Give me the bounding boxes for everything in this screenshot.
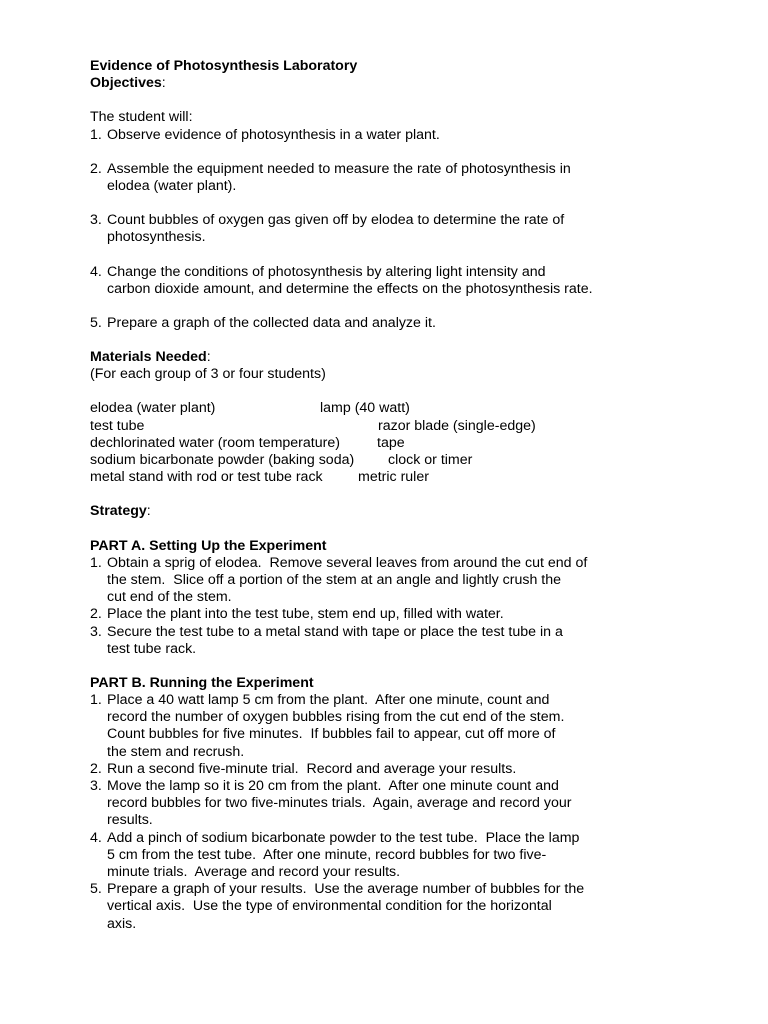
list-item (90, 161, 730, 195)
list-item-text: Change the conditions of photosynthesis by altering light intensity and (107, 263, 546, 280)
list-item-continuation: 5 cm from the test tube. After one minute, record bubbles for two five- (107, 846, 547, 863)
list-item-first-line (90, 212, 730, 229)
list-item-first-line (90, 606, 730, 623)
materials-heading-line: Materials Needed: (90, 349, 211, 366)
list-item-first-line (90, 264, 730, 281)
material-item-left: test tube (90, 417, 145, 434)
part-b-list (90, 692, 730, 933)
list-item (90, 264, 730, 298)
document-title: Evidence of Photosynthesis Laboratory (90, 58, 358, 74)
materials-row (90, 435, 730, 452)
material-item-right: metric ruler (358, 469, 429, 486)
list-item-continuation: results. (107, 812, 153, 829)
material-item-right: razor blade (single-edge) (378, 417, 536, 434)
list-item (90, 315, 730, 332)
strategy-heading: Strategy (90, 503, 147, 520)
objectives-heading: Objectives (90, 75, 162, 92)
objectives-intro: The student will: (90, 109, 193, 126)
list-item-continuation: vertical axis. Use the type of environmental condition for the horizontal (107, 898, 552, 915)
list-item-continuation: cut end of the stem. (107, 589, 232, 606)
list-item-first-line (90, 624, 730, 641)
list-item-number: 4. (90, 263, 102, 280)
materials-row (90, 400, 730, 417)
list-item (90, 881, 730, 933)
list-item-first-line (90, 161, 730, 178)
material-item-left: metal stand with rod or test tube rack (90, 469, 323, 486)
list-item-continuation: Count bubbles for five minutes. If bubbles fail to appear, cut off more of (107, 726, 556, 743)
list-item (90, 212, 730, 246)
material-item-left: sodium bicarbonate powder (baking soda) (90, 452, 355, 468)
material-item-right: clock or timer (388, 452, 473, 468)
list-item-continuation: elodea (water plant). (107, 177, 237, 194)
strategy-heading-line: Strategy: (90, 503, 151, 520)
list-item-number: 2. (90, 160, 102, 177)
list-item-continuation: record the number of oxygen bubbles rising from the cut end of the stem. (107, 709, 565, 726)
material-item-right: tape (377, 434, 405, 451)
list-item-continuation: minute trials. Average and record your results. (107, 863, 401, 880)
list-item-number: 2. (90, 760, 102, 777)
list-item-text: Secure the test tube to a metal stand with tape or place the test tube in a (107, 623, 563, 640)
material-item-right: lamp (40 watt) (320, 400, 410, 417)
list-item-text: Run a second five-minute trial. Record and average your results. (107, 760, 517, 777)
list-item-continuation: axis. (107, 915, 137, 932)
part-b-heading: PART B. Running the Experiment (90, 674, 314, 691)
material-item-left: elodea (water plant) (90, 400, 216, 417)
material-item-left: dechlorinated water (room temperature) (90, 434, 340, 451)
materials-list (90, 400, 730, 486)
list-item-number: 5. (90, 314, 102, 331)
list-item-text: Place the plant into the test tube, stem end up, filled with water. (107, 606, 504, 623)
list-item (90, 692, 730, 761)
objectives-list (90, 127, 730, 333)
list-item-number: 1. (90, 554, 102, 571)
list-item-text: Observe evidence of photosynthesis in a water plant. (107, 126, 440, 143)
list-item-continuation: test tube rack. (107, 640, 197, 657)
list-item (90, 778, 730, 830)
list-item-first-line (90, 315, 730, 332)
list-item (90, 127, 730, 144)
list-item-number: 5. (90, 881, 102, 898)
list-item-first-line (90, 555, 730, 572)
list-item-first-line (90, 778, 730, 795)
part-a-heading: PART A. Setting Up the Experiment (90, 537, 327, 554)
list-item-text: Obtain a sprig of elodea. Remove several leaves from around the cut end of (107, 554, 588, 571)
list-item-first-line (90, 127, 730, 144)
materials-heading: Materials Needed (90, 349, 207, 366)
materials-row (90, 469, 730, 486)
document-page (90, 58, 730, 933)
part-a-list (90, 555, 730, 658)
materials-row (90, 418, 730, 435)
list-item-continuation: photosynthesis. (107, 229, 206, 246)
list-item-continuation: record bubbles for two five-minutes trials. Again, average and record your (107, 795, 572, 812)
list-item-number: 1. (90, 692, 102, 709)
list-item-number: 3. (90, 623, 102, 640)
list-item (90, 606, 730, 623)
list-item-number: 2. (90, 606, 102, 623)
list-item-continuation: the stem. Slice off a portion of the stem at an angle and lightly crush the (107, 571, 561, 588)
list-item (90, 624, 730, 658)
list-item-first-line (90, 761, 730, 778)
objectives-heading-line: Objectives: (90, 75, 166, 92)
list-item (90, 761, 730, 778)
list-item-text: Move the lamp so it is 20 cm from the plant. After one minute count and (107, 778, 559, 794)
list-item (90, 830, 730, 882)
materials-row (90, 452, 730, 469)
list-item-number: 3. (90, 212, 102, 229)
list-item-number: 3. (90, 778, 102, 794)
list-item-number: 4. (90, 829, 102, 846)
list-item-first-line (90, 881, 730, 898)
list-item-text: Place a 40 watt lamp 5 cm from the plant. After one minute, count and (107, 692, 550, 709)
list-item (90, 555, 730, 607)
list-item-text: Add a pinch of sodium bicarbonate powder to the test tube. Place the lamp (107, 829, 580, 846)
list-item-continuation: the stem and recrush. (107, 743, 245, 760)
materials-note: (For each group of 3 or four students) (90, 366, 326, 383)
list-item-text: Count bubbles of oxygen gas given off by elodea to determine the rate of (107, 212, 565, 229)
list-item-first-line (90, 830, 730, 847)
list-item-text: Prepare a graph of your results. Use the average number of bubbles for the (107, 881, 585, 898)
list-item-first-line (90, 692, 730, 709)
list-item-text: Prepare a graph of the collected data and analyze it. (107, 314, 436, 331)
list-item-continuation: carbon dioxide amount, and determine the effects on the photosynthesis rate. (107, 280, 593, 297)
list-item-number: 1. (90, 126, 102, 143)
list-item-text: Assemble the equipment needed to measure the rate of photosynthesis in (107, 160, 571, 177)
